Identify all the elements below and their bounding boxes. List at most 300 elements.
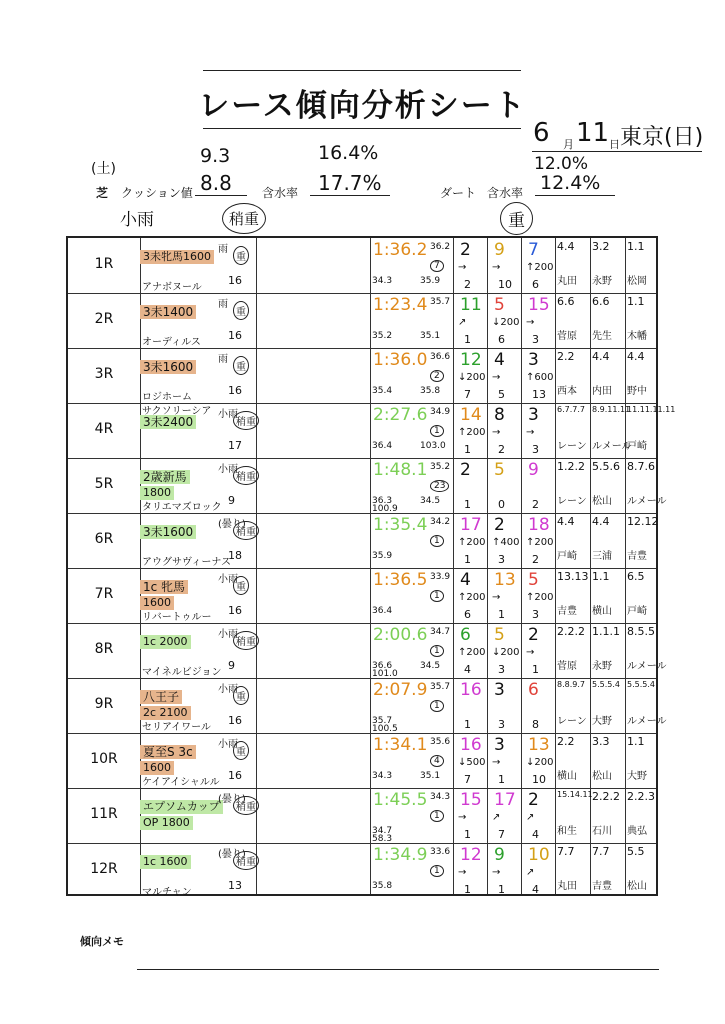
- turf-prefix: (土): [91, 161, 116, 177]
- race-going: 稍重: [233, 851, 259, 870]
- jockey-j1: 菅原: [557, 331, 577, 342]
- placing-move-c1: ↓500: [458, 757, 486, 768]
- runner-count: 13: [228, 879, 242, 892]
- placing-c2: 3: [494, 735, 505, 755]
- split-second: 103.0: [420, 441, 446, 451]
- jockey-j2: 永野: [592, 276, 612, 287]
- runner-count: 16: [228, 604, 242, 617]
- jockey-j1: 戸崎: [557, 551, 577, 562]
- jockey-j3: ルメール: [627, 496, 667, 507]
- race-weather: (曇り): [218, 849, 246, 860]
- race-name: 夏至S 3c: [140, 745, 196, 759]
- placing-pos-c3: 2: [532, 553, 539, 566]
- placing-c1: 12: [460, 350, 482, 370]
- split-first: 36.3: [372, 496, 393, 506]
- row-divider: [68, 788, 656, 789]
- last3f: 34.2: [430, 517, 451, 527]
- split-total: 58.3: [372, 834, 393, 844]
- winner-name: タリエマズロック: [142, 502, 222, 513]
- runner-count: 9: [228, 494, 235, 507]
- passing-o2: 3.2: [592, 240, 610, 253]
- race-time: 1:23.4: [373, 295, 428, 315]
- runner-count: 16: [228, 274, 242, 287]
- placing-c3: 10: [528, 845, 550, 865]
- passing-o3: 1.1: [627, 295, 645, 308]
- race-time: 1:36.5: [373, 570, 428, 590]
- jockey-j3: 戸崎: [627, 606, 647, 617]
- placing-c2: 17: [494, 790, 516, 810]
- race-going: 稍重: [233, 411, 259, 430]
- runner-count: 16: [228, 769, 242, 782]
- race-name: 1c 2000: [140, 635, 191, 649]
- jockey-j3: 大野: [627, 771, 647, 782]
- last3f: 35.6: [430, 737, 451, 747]
- passing-o3: 4.4: [627, 350, 645, 363]
- passing-o1: 6.6: [557, 295, 575, 308]
- position-circle: 1: [430, 810, 444, 822]
- passing-o3: 5.5.5.4: [627, 680, 655, 689]
- passing-o1: 1.2.2: [557, 460, 585, 473]
- race-going: 稍重: [233, 796, 259, 815]
- race-name: エプソムカップ: [140, 800, 223, 814]
- race-time: 2:00.6: [373, 625, 428, 645]
- position-circle: 1: [430, 700, 444, 712]
- passing-o1: 15.14.11: [557, 790, 593, 799]
- race-weather: 雨: [218, 299, 228, 310]
- passing-o3: 11.11.11.11: [627, 405, 676, 414]
- split-second: 35.1: [420, 331, 441, 341]
- date-day: 11: [576, 118, 610, 148]
- placing-pos-c3: 3: [532, 333, 539, 346]
- jockey-j1: 和生: [557, 826, 577, 837]
- placing-move-c3: →: [526, 647, 535, 658]
- row-divider: [68, 678, 656, 679]
- turf-moisture-underline: [310, 195, 390, 196]
- race-number: 8R: [94, 641, 114, 657]
- placing-c1: 2: [460, 460, 471, 480]
- col-divider: [453, 238, 454, 894]
- col-divider: [521, 238, 522, 894]
- placing-pos-c3: 8: [532, 718, 539, 731]
- winner-name: ロジホーム: [142, 392, 192, 403]
- placing-pos-c1: 1: [464, 498, 471, 511]
- jockey-j1: レーン: [557, 496, 587, 507]
- dirt-going: 重: [500, 202, 533, 235]
- passing-o2: 1.1: [592, 570, 610, 583]
- cushion-value: 8.8: [200, 171, 232, 195]
- race-name: 3未1400: [140, 305, 196, 319]
- date-note: 12.0%: [534, 154, 589, 174]
- race-going: 稍重: [233, 521, 259, 540]
- placing-move-c3: ↑200: [526, 592, 554, 603]
- race-number: 1R: [94, 256, 114, 272]
- placing-c2: 13: [494, 570, 516, 590]
- row-divider: [68, 568, 656, 569]
- race-distance: 1600: [140, 596, 174, 610]
- race-time: 1:45.5: [373, 790, 428, 810]
- jockey-j3: ルメール: [627, 716, 667, 727]
- position-circle: 1: [430, 590, 444, 602]
- placing-pos-c2: 0: [498, 498, 505, 511]
- placing-move-c1: →: [458, 867, 467, 878]
- jockey-j2: 石川: [592, 826, 612, 837]
- split-second: 34.5: [420, 661, 441, 671]
- race-name: 3未1600: [140, 360, 196, 374]
- jockey-j1: 横山: [557, 771, 577, 782]
- jockey-j2: 内田: [592, 386, 612, 397]
- jockey-j3: 野中: [627, 386, 647, 397]
- winner-name: ケイアイシャルル: [142, 777, 220, 788]
- placing-move-c1: ↑200: [458, 427, 486, 438]
- jockey-j2: 松山: [592, 771, 612, 782]
- position-circle: 23: [430, 480, 449, 492]
- memo-line: [137, 969, 659, 970]
- race-distance: 1800: [140, 486, 174, 500]
- race-number: 12R: [90, 861, 118, 877]
- jockey-j2: 永野: [592, 661, 612, 672]
- race-time: 1:36.2: [373, 240, 428, 260]
- placing-move-c3: ↗: [526, 867, 535, 878]
- passing-o2: 2.2.2: [592, 790, 620, 803]
- placing-move-c1: ↑200: [458, 592, 486, 603]
- jockey-j2: ルメール: [592, 441, 632, 452]
- dirt-moisture-underline: [535, 195, 615, 196]
- passing-o3: 5.5: [627, 845, 645, 858]
- placing-pos-c3: 6: [532, 278, 539, 291]
- placing-pos-c2: 1: [498, 773, 505, 786]
- race-time: 1:34.9: [373, 845, 428, 865]
- placing-pos-c2: 3: [498, 718, 505, 731]
- placing-pos-c2: 2: [498, 443, 505, 456]
- placing-c2: 5: [494, 460, 505, 480]
- row-divider: [68, 458, 656, 459]
- race-weather: 小雨: [218, 629, 238, 640]
- split-first: 35.8: [372, 881, 393, 891]
- passing-o2: 3.3: [592, 735, 610, 748]
- position-circle: 1: [430, 865, 444, 877]
- split-second: 34.5: [420, 496, 441, 506]
- passing-o1: 2.2: [557, 735, 575, 748]
- position-circle: 1: [430, 535, 444, 547]
- placing-move-c2: ↑400: [492, 537, 520, 548]
- split-first: 36.6: [372, 661, 393, 671]
- race-number: 6R: [94, 531, 114, 547]
- race-note: サクソリーシア: [142, 406, 212, 417]
- winner-name: アウグサヴィーナス: [142, 557, 231, 568]
- memo-label: 傾向メモ: [80, 935, 124, 948]
- col-divider: [370, 238, 371, 894]
- passing-o3: 1.1: [627, 240, 645, 253]
- placing-c3: 2: [528, 625, 539, 645]
- row-divider: [68, 843, 656, 844]
- runner-count: 18: [228, 549, 242, 562]
- race-weather: 小雨: [218, 409, 238, 420]
- winner-name: マルチャン: [142, 887, 192, 898]
- placing-pos-c2: 3: [498, 553, 505, 566]
- row-divider: [68, 513, 656, 514]
- jockey-j1: レーン: [557, 716, 587, 727]
- split-first: 34.3: [372, 771, 393, 781]
- passing-o2: 5.5.5.4: [592, 680, 620, 689]
- cushion-label: クッション値: [121, 186, 193, 200]
- placing-c2: 9: [494, 845, 505, 865]
- last3f: 34.3: [430, 792, 451, 802]
- placing-c3: 6: [528, 680, 539, 700]
- placing-c3: 18: [528, 515, 550, 535]
- placing-c1: 14: [460, 405, 482, 425]
- placing-pos-c3: 4: [532, 828, 539, 841]
- placing-pos-c1: 2: [464, 278, 471, 291]
- turf-cushion-top: 9.3: [200, 145, 231, 167]
- date-month: 6: [533, 118, 550, 148]
- placing-pos-c2: 5: [498, 388, 505, 401]
- passing-o2: 7.7: [592, 845, 610, 858]
- passing-o3: 12.12: [627, 515, 659, 528]
- placing-move-c1: →: [458, 812, 467, 823]
- placing-c3: 2: [528, 790, 539, 810]
- placing-c2: 8: [494, 405, 505, 425]
- race-number: 3R: [94, 366, 114, 382]
- jockey-j1: 丸田: [557, 276, 577, 287]
- runner-count: 17: [228, 439, 242, 452]
- race-going: 重: [233, 576, 249, 595]
- race-table: [66, 236, 676, 898]
- title-bottom-rule: [203, 128, 521, 129]
- race-name: 1c 1600: [140, 855, 191, 869]
- jockey-j3: 松岡: [627, 276, 647, 287]
- placing-pos-c3: 4: [532, 883, 539, 896]
- race-number: 5R: [94, 476, 114, 492]
- jockey-j1: 西本: [557, 386, 577, 397]
- jockey-j3: ルメール: [627, 661, 667, 672]
- race-going: 稍重: [233, 466, 259, 485]
- date-month-label: 月: [563, 138, 574, 151]
- jockey-j1: 丸田: [557, 881, 577, 892]
- jockey-j2: 吉豊: [592, 881, 612, 892]
- placing-move-c3: ↑200: [526, 262, 554, 273]
- race-number: 7R: [94, 586, 114, 602]
- placing-c3: 5: [528, 570, 539, 590]
- placing-c3: 15: [528, 295, 550, 315]
- jockey-j3: 松山: [627, 881, 647, 892]
- winner-name: アナボヌール: [142, 282, 202, 293]
- race-weather: 小雨: [218, 574, 238, 585]
- last3f: 34.7: [430, 627, 451, 637]
- race-name: 3未2400: [140, 415, 196, 429]
- split-first: 36.4: [372, 606, 393, 616]
- dirt-moisture-label: 含水率: [487, 186, 524, 200]
- placing-c3: 13: [528, 735, 550, 755]
- race-distance: 1600: [140, 761, 174, 775]
- last3f: 36.6: [430, 352, 451, 362]
- placing-c1: 4: [460, 570, 471, 590]
- placing-pos-c3: 10: [532, 773, 546, 786]
- race-distance: 2c 2100: [140, 706, 191, 720]
- placing-c1: 16: [460, 680, 482, 700]
- placing-pos-c3: 3: [532, 608, 539, 621]
- placing-c2: 9: [494, 240, 505, 260]
- placing-move-c1: ↑200: [458, 537, 486, 548]
- race-number: 2R: [94, 311, 114, 327]
- race-time: 2:27.6: [373, 405, 428, 425]
- last3f: 35.2: [430, 462, 451, 472]
- split-second: 35.1: [420, 771, 441, 781]
- page-title: レース傾向分析シート: [198, 88, 527, 124]
- passing-o1: 7.7: [557, 845, 575, 858]
- jockey-j3: 木幡: [627, 331, 647, 342]
- split-second: 35.8: [420, 386, 441, 396]
- race-weather: 小雨: [218, 464, 238, 475]
- race-distance: OP 1800: [140, 816, 193, 830]
- passing-o3: 1.1: [627, 735, 645, 748]
- passing-o2: 4.4: [592, 350, 610, 363]
- last3f: 33.6: [430, 847, 451, 857]
- placing-pos-c3: 13: [532, 388, 546, 401]
- placing-move-c1: ↑200: [458, 647, 486, 658]
- passing-o1: 2.2: [557, 350, 575, 363]
- placing-c1: 11: [460, 295, 482, 315]
- race-time: 1:48.1: [373, 460, 428, 480]
- race-weather: 小雨: [218, 684, 238, 695]
- split-first: 36.4: [372, 441, 393, 451]
- turf-weather: 小雨: [120, 210, 154, 230]
- race-name: 3未牝馬1600: [140, 250, 214, 264]
- split-first: 35.4: [372, 386, 393, 396]
- placing-c2: 4: [494, 350, 505, 370]
- turf-moisture-top: 16.4%: [318, 142, 379, 164]
- passing-o2: 6.6: [592, 295, 610, 308]
- race-weather: 雨: [218, 354, 228, 365]
- winner-name: マイネルビジョン: [142, 667, 222, 678]
- passing-o1: 8.8.9.7: [557, 680, 585, 689]
- jockey-j2: 三浦: [592, 551, 612, 562]
- placing-pos-c3: 1: [532, 663, 539, 676]
- split-first: 35.7: [372, 716, 393, 726]
- placing-move-c2: →: [492, 427, 501, 438]
- last3f: 34.9: [430, 407, 451, 417]
- placing-move-c2: →: [492, 372, 501, 383]
- jockey-j3: 典弘: [627, 826, 647, 837]
- turf-moisture-label: 含水率: [262, 186, 299, 200]
- placing-pos-c2: 6: [498, 333, 505, 346]
- placing-pos-c2: 10: [498, 278, 512, 291]
- split-first: 35.9: [372, 551, 393, 561]
- placing-move-c2: →: [492, 592, 501, 603]
- placing-pos-c2: 7: [498, 828, 505, 841]
- turf-going: 稍重: [222, 203, 266, 234]
- race-name: 1c 牝馬: [140, 580, 188, 594]
- placing-c2: 2: [494, 515, 505, 535]
- placing-c1: 15: [460, 790, 482, 810]
- last3f: 35.7: [430, 682, 451, 692]
- race-going: 稍重: [233, 631, 259, 650]
- race-name: 八王子: [140, 690, 182, 704]
- col-divider: [625, 238, 626, 894]
- placing-pos-c1: 7: [464, 388, 471, 401]
- placing-pos-c1: 1: [464, 443, 471, 456]
- placing-move-c3: ↑600: [526, 372, 554, 383]
- position-circle: 2: [430, 370, 444, 382]
- race-number: 9R: [94, 696, 114, 712]
- position-circle: 1: [430, 425, 444, 437]
- row-divider: [68, 293, 656, 294]
- dirt-moisture-value: 12.4%: [540, 172, 601, 194]
- race-time: 2:07.9: [373, 680, 428, 700]
- placing-pos-c3: 3: [532, 443, 539, 456]
- placing-move-c1: →: [458, 262, 467, 273]
- passing-o2: 8.9.11.11: [592, 405, 631, 414]
- placing-move-c3: ↑200: [526, 537, 554, 548]
- placing-c2: 5: [494, 625, 505, 645]
- passing-o1: 2.2.2: [557, 625, 585, 638]
- placing-pos-c1: 1: [464, 553, 471, 566]
- cushion-underline: [195, 195, 247, 196]
- race-going: 重: [233, 356, 249, 375]
- placing-c2: 5: [494, 295, 505, 315]
- split-first: 35.2: [372, 331, 393, 341]
- last3f: 33.9: [430, 572, 451, 582]
- row-divider: [68, 623, 656, 624]
- placing-pos-c1: 1: [464, 718, 471, 731]
- position-circle: 1: [430, 645, 444, 657]
- race-weather: 雨: [218, 244, 228, 255]
- passing-o1: 4.4: [557, 515, 575, 528]
- placing-pos-c3: 2: [532, 498, 539, 511]
- jockey-j2: 横山: [592, 606, 612, 617]
- placing-c1: 2: [460, 240, 471, 260]
- passing-o2: 4.4: [592, 515, 610, 528]
- race-time: 1:34.1: [373, 735, 428, 755]
- race-time: 1:35.4: [373, 515, 428, 535]
- last3f: 35.7: [430, 297, 451, 307]
- race-going: 重: [233, 741, 249, 760]
- jockey-j3: 吉豊: [627, 551, 647, 562]
- race-weather: (曇り): [218, 794, 246, 805]
- placing-move-c2: →: [492, 262, 501, 273]
- runner-count: 9: [228, 659, 235, 672]
- split-total: 101.0: [372, 669, 398, 679]
- jockey-j3: 戸崎: [627, 441, 647, 452]
- passing-o3: 8.7.6: [627, 460, 655, 473]
- placing-c1: 6: [460, 625, 471, 645]
- col-divider: [256, 238, 257, 894]
- placing-move-c2: ↗: [492, 812, 501, 823]
- jockey-j2: 松山: [592, 496, 612, 507]
- placing-move-c3: →: [526, 427, 535, 438]
- date-day-label: 日: [609, 138, 620, 151]
- race-number: 4R: [94, 421, 114, 437]
- passing-o1: 13.13: [557, 570, 589, 583]
- race-going: 重: [233, 246, 249, 265]
- jockey-j2: 先生: [592, 331, 612, 342]
- placing-move-c1: ↗: [458, 317, 467, 328]
- placing-move-c2: ↓200: [492, 647, 520, 658]
- date-underline: [532, 151, 702, 152]
- passing-o1: 4.4: [557, 240, 575, 253]
- jockey-j2: 大野: [592, 716, 612, 727]
- jockey-j1: レーン: [557, 441, 587, 452]
- race-going: 重: [233, 301, 249, 320]
- race-time: 1:36.0: [373, 350, 428, 370]
- placing-move-c2: →: [492, 757, 501, 768]
- runner-count: 16: [228, 329, 242, 342]
- split-total: 100.5: [372, 724, 398, 734]
- placing-pos-c2: 1: [498, 883, 505, 896]
- placing-pos-c2: 1: [498, 608, 505, 621]
- placing-c3: 3: [528, 350, 539, 370]
- placing-c1: 12: [460, 845, 482, 865]
- race-number: 11R: [90, 806, 118, 822]
